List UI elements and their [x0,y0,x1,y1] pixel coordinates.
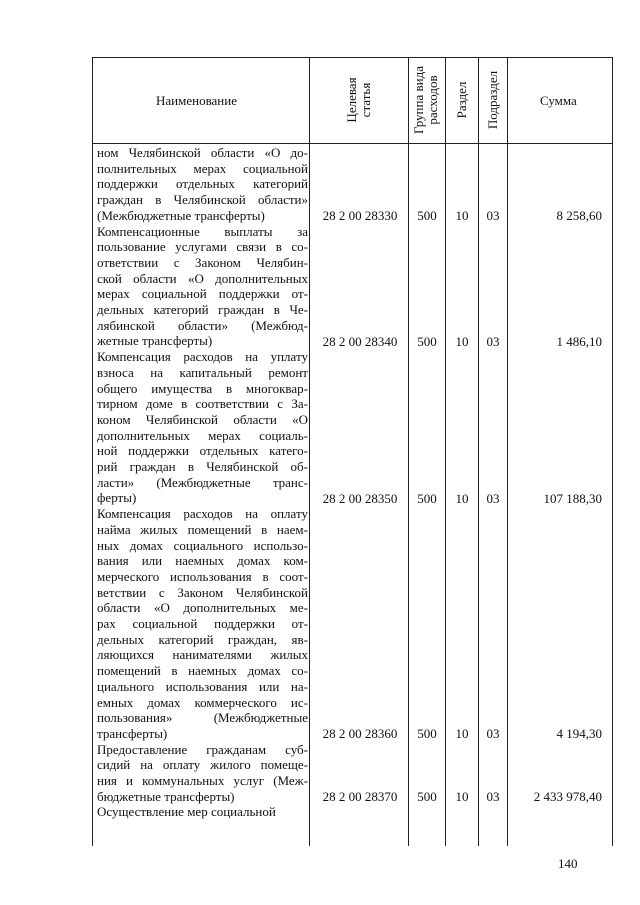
target-article-cell: 28 2 00 28370 [322,789,398,805]
section-cell: 10 [455,333,469,349]
description-line: ляющихся нанимателями жилых [97,647,308,663]
description-line: Компенсация расходов на оплату [97,506,308,522]
section-cell: 10 [455,490,469,506]
subsection-cell: 03 [486,726,500,742]
description-line: ной поддержки отдельных катего- [97,443,308,459]
target-article-cell: 28 2 00 28360 [322,726,398,742]
description-line: ферты) [97,490,137,506]
description-line: ответствии с Законом Челябин- [97,254,308,270]
description-line: вания или наемных домах ком- [97,553,308,569]
description-line: мерах социальной поддержки от- [97,286,308,302]
column-divider [478,57,479,846]
description-line: ных домах социального использо- [97,537,308,553]
section-cell: 10 [455,208,469,224]
sum-cell: 4 194,30 [556,726,602,742]
description-line: ном Челябинской области «О до- [97,145,308,160]
sum-cell: 8 258,60 [556,208,602,224]
column-divider [309,57,310,846]
description-line: (Межбюджетные трансферты) [97,207,265,223]
sum-cell: 1 486,10 [556,333,602,349]
page-number: 140 [558,856,578,871]
section-cell: 10 [455,789,469,805]
header-group-line-2: расходов [425,75,440,125]
description-line: найма жилых помещений в наем- [97,521,308,537]
expense-group-cell: 500 [417,726,437,742]
description-line: Компенсация расходов на уплату [97,349,308,365]
subsection-cell: 03 [486,208,500,224]
description-line: сидий на оплату жилого помеще- [97,757,308,773]
section-cell: 10 [455,726,469,742]
table-border-right [612,57,613,846]
expense-group-cell: 500 [417,490,437,506]
description-line: емных домах коммерческого ис- [97,694,308,710]
description-line: пользования» (Межбюджетные [97,710,308,726]
header-group-line-1: Группа вида [411,66,426,134]
table-border-left [92,57,93,846]
expense-group-cell: 500 [417,789,437,805]
description-line: помещений в наемных домах со- [97,663,308,679]
column-divider [507,57,508,846]
description-line: общего имущества в многоквар- [97,380,308,396]
description-line: ской области «О дополнительных [97,270,308,286]
description-line: дельных категорий граждан в Че- [97,302,308,317]
description-line: трансферты) [97,725,168,741]
description-line: взноса на капитальный ремонт [97,364,308,380]
description-line: дельных категорий граждан, яв- [97,631,308,647]
target-article-cell: 28 2 00 28330 [322,208,398,224]
description-line: Компенсационные выплаты за [97,223,308,239]
description-line: Предоставление гражданам суб- [97,741,308,757]
description-line: коном Челябинской области «О [97,411,308,427]
description-line: бюджетные трансферты) [97,788,235,804]
description-line: тирном доме в соответствии с За- [97,396,308,412]
description-line: граждан в Челябинской области» [97,192,308,208]
column-divider [408,57,409,846]
description-line: ласти» (Межбюджетные транс- [97,474,308,490]
header-target-article [345,77,373,122]
target-article-cell: 28 2 00 28350 [322,490,398,506]
header-section: Раздел [454,81,469,119]
subsection-cell: 03 [486,789,500,805]
header-divider [92,143,613,144]
description-line: полнительных мерах социальной [97,160,308,176]
description-line: пользование услугами связи в со- [97,239,308,255]
description-line: циального использования или на- [97,678,308,694]
header-sum: Сумма [540,93,577,108]
description-line: поддержки отдельных категорий [97,176,308,192]
description-line: ния и коммунальных услуг (Меж- [97,773,308,788]
header-name: Наименование [156,93,237,108]
description-line: жетные трансферты) [97,333,213,349]
target-article-cell: 28 2 00 28340 [322,333,398,349]
description-line: Осуществление мер социальной [97,804,276,820]
description-line: ветствии с Законом Челябинской [97,584,308,600]
expense-group-cell: 500 [417,333,437,349]
description-line: рий граждан в Челябинской об- [97,459,308,474]
description-line: области «О дополнительных ме- [97,600,308,616]
description-line: рах социальной поддержки от- [97,616,308,631]
expense-group-cell: 500 [417,208,437,224]
subsection-cell: 03 [486,490,500,506]
column-divider [445,57,446,846]
table-border-top [92,57,613,58]
subsection-cell: 03 [486,333,500,349]
header-expense-group [412,66,440,134]
description-line: дополнительных мерах социаль- [97,427,308,443]
header-subsection: Подраздел [485,70,500,130]
header-target-line-1: Целевая [344,77,359,123]
description-line: мерческого использования в соот- [97,568,308,584]
sum-cell: 107 188,30 [543,490,602,506]
description-line: лябинской области» (Межбюд- [97,317,308,333]
header-target-line-2: статья [358,82,373,118]
sum-cell: 2 433 978,40 [533,789,602,805]
